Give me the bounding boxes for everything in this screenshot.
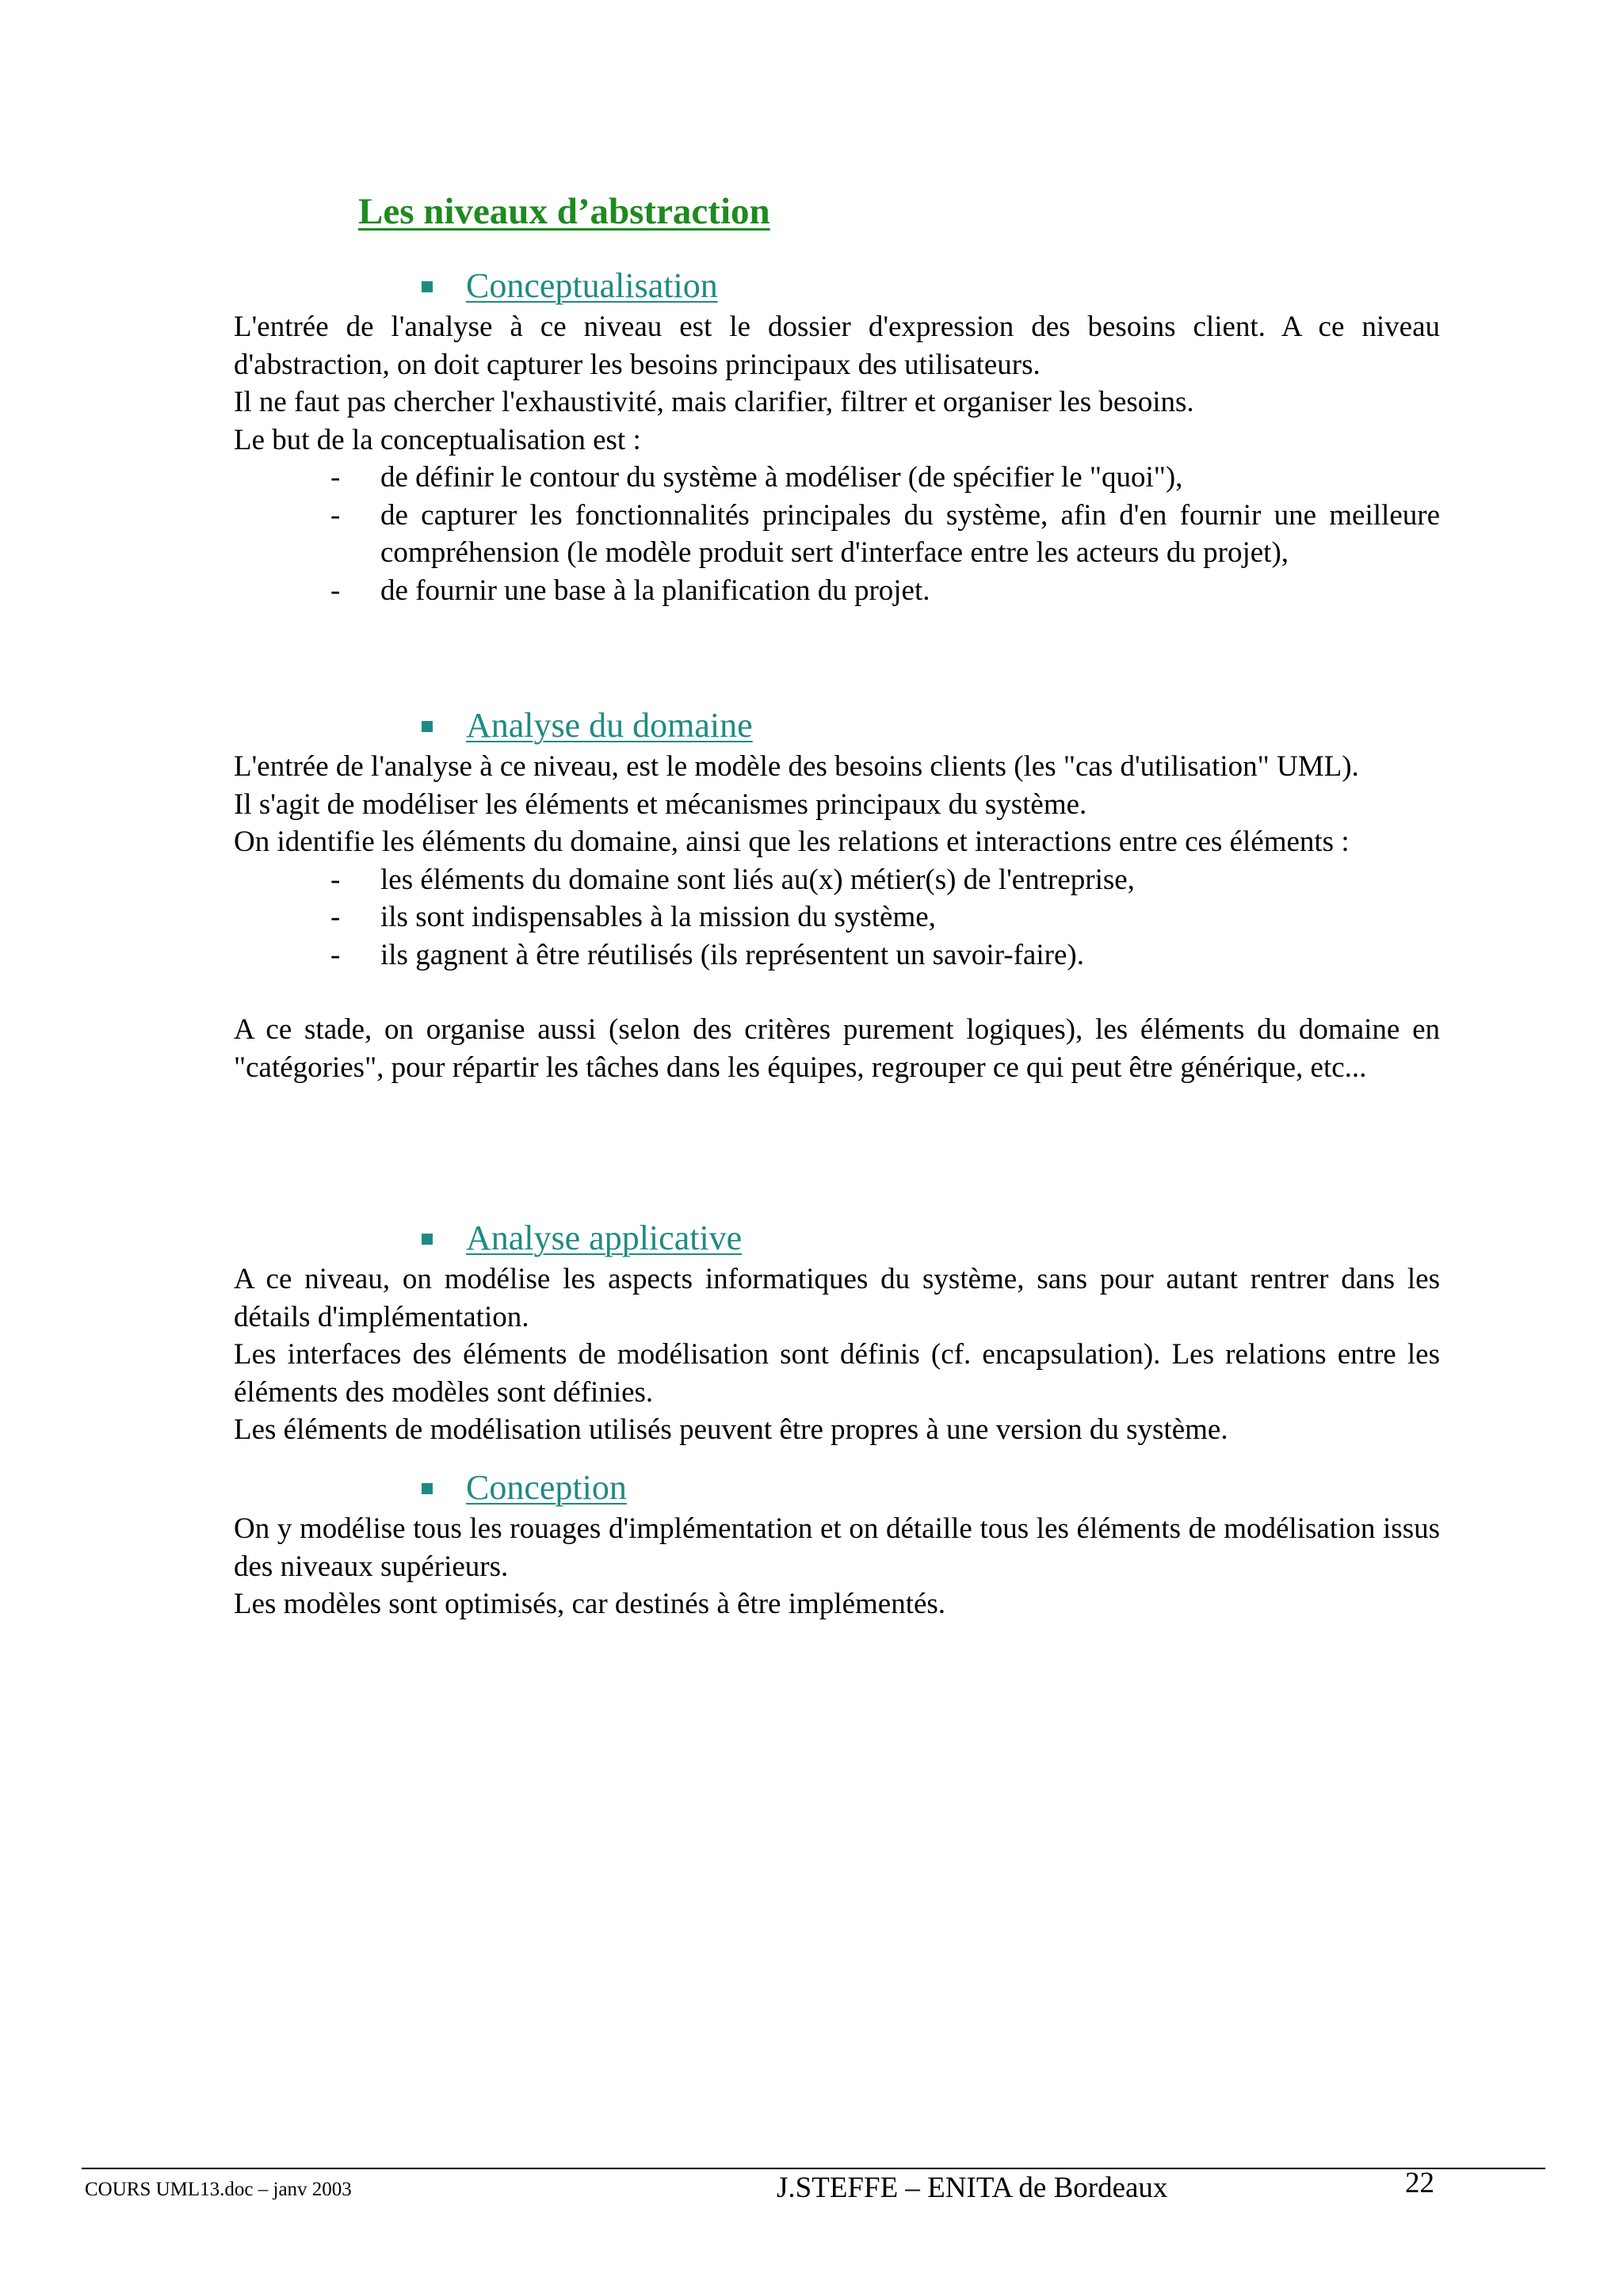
paragraph: Il ne faut pas chercher l'exhaustivité, mais clarifier, filtrer et organiser les besoins.	[234, 386, 1194, 418]
dash-marker: -	[330, 461, 341, 494]
paragraph: Les interfaces des éléments de modélisation sont définis (cf. encapsulation). Les relations entre les éléments des modèles sont définies.	[234, 1338, 1440, 1409]
paragraph: Les éléments de modélisation utilisés peuvent être propres à une version du système.	[234, 1413, 1228, 1446]
square-bullet-icon	[422, 721, 433, 732]
square-bullet-icon	[422, 1483, 433, 1494]
square-bullet-icon	[422, 281, 433, 292]
section-analyse-domaine	[234, 704, 1440, 1086]
section-heading	[422, 1216, 1440, 1261]
paragraph: A ce niveau, on modélise les aspects informatiques du système, sans pour autant rentrer dans les détails d'implémentation.	[234, 1263, 1440, 1333]
page-number: 22	[1405, 2167, 1434, 2199]
square-bullet-icon	[422, 1234, 433, 1245]
list-item: - de fournir une base à la planification du projet.	[234, 572, 1440, 610]
paragraph: Il s'agit de modéliser les éléments et mécanismes principaux du système.	[234, 788, 1087, 821]
section-heading-text: Conception	[466, 1468, 627, 1507]
paragraph: On y modélise tous les rouages d'implémentation et on détaille tous les éléments de modélisation issus des niveaux supérieurs.	[234, 1512, 1440, 1583]
paragraph: Le but de la conceptualisation est :	[234, 423, 641, 456]
list-item: - ils gagnent à être réutilisés (ils représentent un savoir-faire).	[234, 936, 1440, 974]
dash-marker: -	[330, 574, 341, 607]
paragraph: Les modèles sont optimisés, car destinés à être implémentés.	[234, 1588, 946, 1620]
dash-marker: -	[330, 901, 341, 933]
paragraph: A ce stade, on organise aussi (selon des critères purement logiques), les éléments du domaine en "catégories", pour répartir les tâches dans les équipes, regrouper ce qui peut être générique, etc...	[234, 1013, 1440, 1084]
paragraph: On identifie les éléments du domaine, ainsi que les relations et interactions entre ces éléments :	[234, 826, 1350, 858]
bullet-list	[234, 459, 1440, 609]
section-conception	[234, 1466, 1440, 1623]
section-heading-text: Conceptualisation	[466, 266, 718, 305]
list-item: - de capturer les fonctionnalités principales du système, afin d'en fournir une meilleure compréhension (le modèle produit sert d'interface entre les acteurs du projet),	[234, 497, 1440, 572]
section-heading	[422, 1466, 1440, 1510]
list-item: - les éléments du domaine sont liés au(x) métier(s) de l'entreprise,	[234, 861, 1440, 899]
list-item: - de définir le contour du système à modéliser (de spécifier le "quoi"),	[234, 459, 1440, 497]
dash-marker: -	[330, 498, 341, 532]
section-heading-text: Analyse du domaine	[466, 706, 753, 745]
footer-divider	[82, 2168, 1545, 2169]
list-item: - ils sont indispensables à la mission du système,	[234, 898, 1440, 936]
paragraph: L'entrée de l'analyse à ce niveau est le dossier d'expression des besoins client. A ce niveau d'abstraction, on doit capturer les besoins principaux des utilisateurs.	[234, 311, 1440, 381]
section-analyse-applicative	[234, 1216, 1440, 1449]
section-heading	[422, 704, 1440, 748]
dash-marker: -	[330, 938, 341, 971]
section-conceptualisation	[234, 264, 1440, 609]
bullet-list	[234, 861, 1440, 974]
footer-document-name: COURS UML13.doc – janv 2003	[85, 2179, 352, 2200]
paragraph: L'entrée de l'analyse à ce niveau, est le modèle des besoins clients (les "cas d'utilisation" UML).	[234, 750, 1359, 783]
dash-marker: -	[330, 863, 341, 896]
page-title: Les niveaux d’abstraction	[358, 191, 770, 232]
footer-author: J.STEFFE – ENITA de Bordeaux	[777, 2172, 1168, 2204]
section-heading	[422, 264, 1440, 308]
section-heading-text: Analyse applicative	[466, 1219, 743, 1257]
